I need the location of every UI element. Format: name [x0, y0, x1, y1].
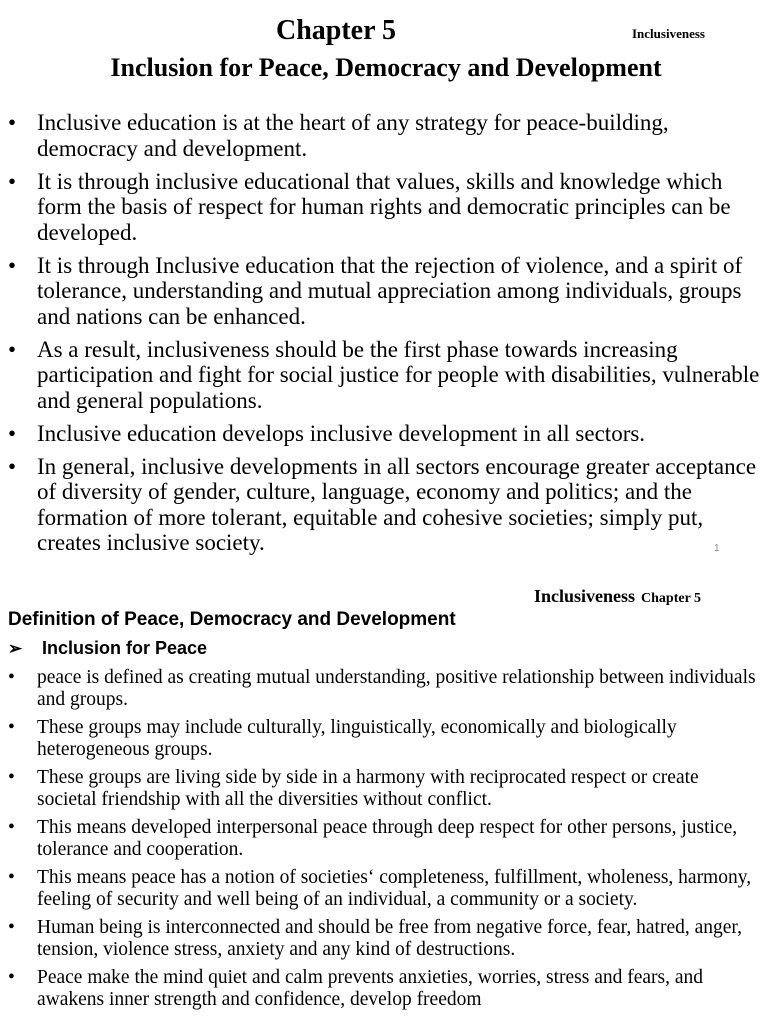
topic-tag: Inclusiveness [534, 586, 636, 606]
bullet-list [0, 110, 768, 563]
section-title: Definition of Peace, Democracy and Development [8, 609, 456, 630]
bullet-item: • These groups are living side by side in a harmony with reciprocated respect or create societal friendship with all the diversities without conflict. [0, 767, 768, 811]
bullet-item: • Inclusive education is at the heart of any strategy for peace-building, democracy and development. [0, 110, 768, 161]
subsection-label: Inclusion for Peace [42, 638, 208, 658]
bullet-item: • Human being is interconnected and should be free from negative force, fear, hatred, anger, tension, violence stress, anxiety and any kind of destructions. [0, 917, 768, 961]
bullet-item: • These groups may include culturally, linguistically, economically and biologically heterogeneous groups. [0, 717, 768, 761]
bullet-item: • In general, inclusive developments in all sectors encourage greater acceptance of diversity of gender, culture, language, economy and politics; and the formation of more tolerant, equitable and cohesive societies; simply put, creates inclusive society. [0, 454, 768, 556]
slide-header [534, 586, 701, 607]
chapter-tag: Chapter 5 [641, 591, 702, 606]
bullet-item: • As a result, inclusiveness should be the first phase towards increasing participation and fight for social justice for people with disabilities, vulnerable and general populations. [0, 337, 768, 414]
chapter-heading: Chapter 5 [275, 15, 397, 46]
bullet-item: • It is through Inclusive education that the rejection of violence, and a spirit of tolerance, understanding and mutual appreciation among individuals, groups and nations can be enhanced. [0, 253, 768, 330]
bullet-item: • peace is defined as creating mutual understanding, positive relationship between individuals and groups. [0, 667, 768, 711]
bullet-item: • This means developed interpersonal peace through deep respect for other persons, justice, tolerance and cooperation. [0, 817, 768, 861]
topic-tag: Inclusiveness [632, 26, 705, 41]
bullet-item: • Peace make the mind quiet and calm prevents anxieties, worries, stress and fears, and awakens inner strength and confidence, develop freedom [0, 967, 768, 1011]
bullet-item: • Inclusive education develops inclusive development in all sectors. [0, 421, 768, 447]
bullet-item: • This means peace has a notion of societies‘ completeness, fulfillment, wholeness, harmony, feeling of security and well being of an individual, a community or a society. [0, 867, 768, 911]
slide-title: Inclusion for Peace, Democracy and Development [110, 53, 662, 82]
arrow-bullet-icon: ➢ [8, 639, 23, 658]
bullet-list [0, 667, 768, 1017]
page-number: 1 [714, 543, 720, 554]
subsection-heading [8, 638, 207, 659]
bullet-item: • It is through inclusive educational that values, skills and knowledge which form the basis of respect for human rights and democratic principles can be developed. [0, 169, 768, 246]
slide-2 [0, 575, 768, 1024]
